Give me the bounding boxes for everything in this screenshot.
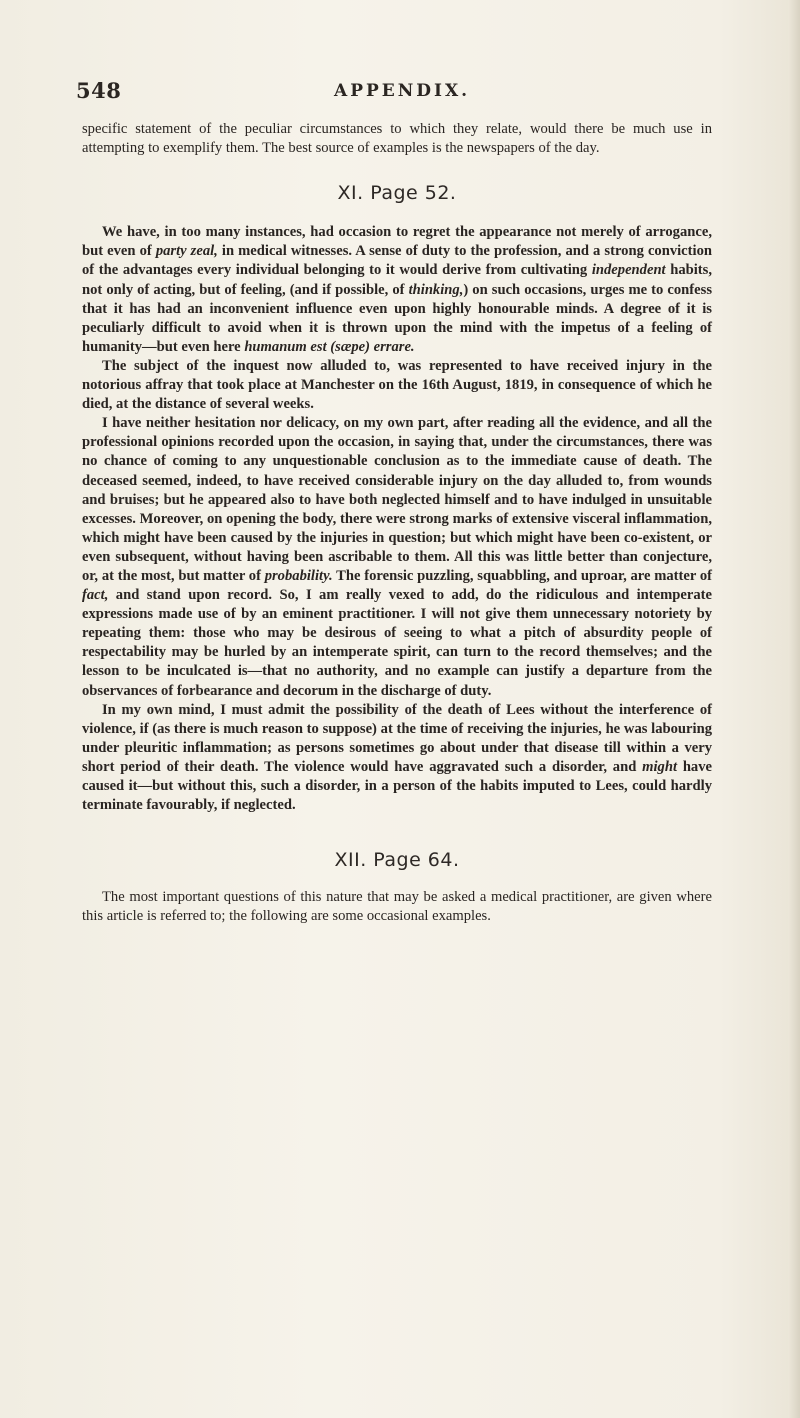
page-header: [76, 78, 716, 108]
italic-text-run: probability.: [264, 567, 333, 584]
section-xi-paragraph-2: The subject of the inquest now alluded to, was represented to have received injury in the notorious affray that took place at Manchester on the 16th August, 1819, in consequence of which he died, at the distance of several weeks.: [82, 357, 712, 413]
italic-text-run: humanum est (sæpe) errare.: [244, 338, 415, 355]
text-run: We have, in too many instances, had occasion to regret the appearance not merely of arrogance, but even of: [82, 224, 712, 260]
italic-text-run: fact,: [82, 587, 109, 604]
page-edge: [788, 0, 800, 1418]
section-xi-paragraph-1: [82, 223, 712, 357]
text-run: I have neither hesitation nor delicacy, on my own part, after reading all the evidence, and all the professional opinions recorded upon the occasion, in saying that, under the circumstances, there was no chance of coming to any unquestionable conclusion as to the immediate cause of death. The deceased seemed, indeed, to have received considerable injury on the day alluded to, from wounds and bruises; but he appeared also to have both neglected himself and to have indulged in unsuitable excesses. Moreover, on opening the body, there were strong marks of extensive visceral inflammation, which might have been caused by the injuries in question; but which might have been co-existent, or even subsequent, without having been ascribable to them. All this was little better than conjecture, or, at the most, but matter of: [82, 415, 712, 584]
section-xi-paragraph-4: [82, 701, 712, 816]
running-head: APPENDIX.: [334, 81, 471, 101]
intro-paragraph: specific statement of the peculiar circumstances to which they relate, would there be much use in attempting to exemplify them. The best source of examples is the newspapers of the day.: [82, 121, 712, 157]
text-run: in medical witnesses. A sense of duty to the profession, and a strong conviction of the advantages every individual belonging to it would derive from cultivating: [82, 243, 712, 279]
italic-text-run: might: [642, 758, 678, 775]
italic-text-run: party zeal,: [155, 243, 218, 260]
text-run: In my own mind, I must admit the possibility of the death of Lees without the interference of violence, if (as there is much reason to suppose) at the time of receiving the injuries, he was labouring under pleuritic inflammation; as persons sometimes go about under that disease till within a very short period of their death. The violence would have aggravated such a disorder, and: [82, 701, 712, 775]
italic-text-run: thinking,: [408, 281, 464, 298]
text-run: ) on such occasions, urges me to confess that it has had an inconvenient influence even upon highly honourable minds. A degree of it is peculiarly difficult to avoid when it is thrown upon the mind with the impetus of a feeling of humanity—but even here: [82, 281, 712, 355]
section-heading-xi: XI. Page 52.: [337, 182, 457, 205]
page-body: [82, 120, 712, 926]
text-run: habits, not only of acting, but of feeling, (and if possible, of: [82, 262, 712, 298]
page-number: 548: [76, 78, 122, 103]
text-run: and stand upon record. So, I am really vexed to add, do the ridiculous and intemperate expressions made use of by an eminent practitioner. I will not give them unnecessary notoriety by repeating them: those who may be desirous of seeing to what a pitch of absurdity people of respectability may be hurled by an intemperate spirit, can turn to the record themselves; and the lesson to be inculcated is—that no authority, and no example can justify a departure from the observances of forbearance and decorum in the discharge of duty.: [82, 587, 712, 699]
section-heading-xii: XII. Page 64.: [334, 849, 460, 872]
section-xi-paragraph-3: [82, 414, 712, 700]
section-xii-paragraph-1: The most important questions of this nature that may be asked a medical practitioner, are given where this article is referred to; the following are some occasional examples.: [82, 889, 712, 925]
italic-text-run: independent: [591, 262, 666, 279]
text-run: have caused it—but without this, such a disorder, in a person of the habits imputed to Lees, could hardly terminate favourably, if neglected.: [82, 758, 713, 814]
text-run: The forensic puzzling, squabbling, and uproar, are matter of: [332, 567, 712, 584]
